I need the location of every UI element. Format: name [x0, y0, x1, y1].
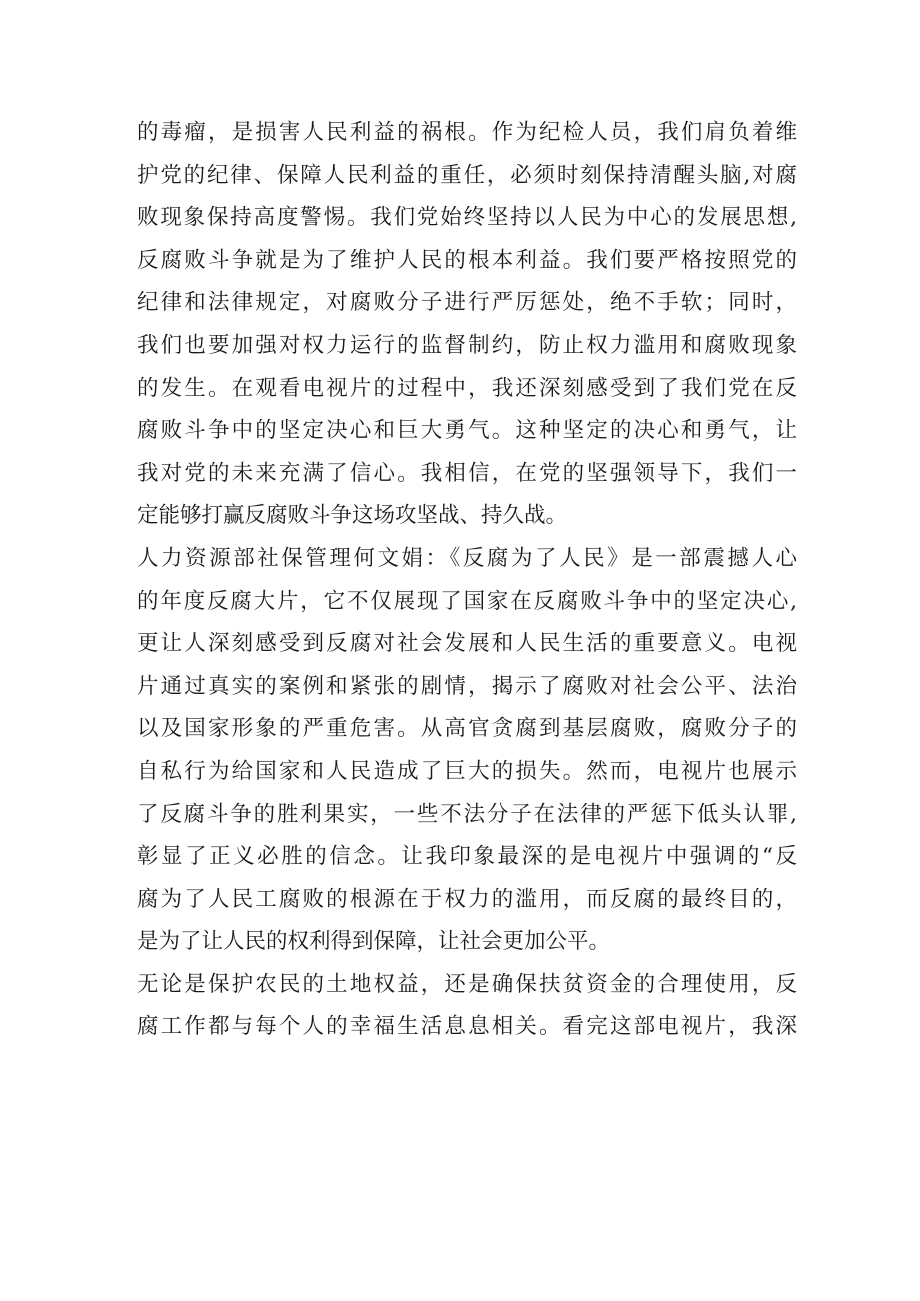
text-line: 更让人深刻感受到反腐对社会发展和人民生活的重要意义。电视 [137, 631, 797, 657]
text-line: 了反腐斗争的胜利果实，一些不法分子在法律的严惩下低头认罪, [137, 801, 797, 827]
text-line: 腐工作都与每个人的幸福生活息息相关。看完这部电视片，我深 [137, 1014, 797, 1040]
text-line: 反腐败斗争就是为了维护人民的根本利益。我们要严格按照党的 [137, 247, 797, 273]
paragraph-end-line: 定能够打赢反腐败斗争这场攻坚战、持久战。 [137, 503, 568, 529]
text-line: 无论是保护农民的土地权益，还是确保扶贫资金的合理使用，反 [137, 971, 797, 997]
text-line: 败现象保持高度警惕。我们党始终坚持以人民为中心的发展思想, [137, 205, 797, 231]
text-line: 自私行为给国家和人民造成了巨大的损失。然而，电视片也展示 [137, 758, 797, 784]
text-line: 以及国家形象的严重危害。从高官贪腐到基层腐败，腐败分子的 [137, 716, 797, 742]
text-line: 腐败斗争中的坚定决心和巨大勇气。这种坚定的决心和勇气，让 [137, 418, 797, 444]
text-line: 腐为了人民工腐败的根源在于权力的滥用，而反腐的最终目的， [137, 886, 797, 912]
text-line: 我对党的未来充满了信心。我相信，在党的坚强领导下，我们一 [137, 460, 797, 486]
text-line: 的毒瘤，是损害人民利益的祸根。作为纪检人员，我们肩负着维 [137, 120, 797, 145]
text-line: 彰显了正义必胜的信念。让我印象最深的是电视片中强调的“反 [137, 844, 797, 870]
text-line: 片通过真实的案例和紧张的剧情，揭示了腐败对社会公平、法治 [137, 673, 797, 699]
text-line: 人力资源部社保管理何文娟：《反腐为了人民》是一部震撼人心 [137, 545, 797, 571]
text-line: 我们也要加强对权力运行的监督制约，防止权力滥用和腐败现象 [137, 332, 797, 358]
paragraph-end-line: 是为了让人民的权利得到保障，让社会更加公平。 [137, 929, 611, 955]
text-line: 的年度反腐大片，它不仅展现了国家在反腐败斗争中的坚定决心, [137, 588, 797, 614]
text-line: 的发生。在观看电视片的过程中，我还深刻感受到了我们党在反 [137, 375, 797, 401]
text-line: 纪律和法律规定，对腐败分子进行严厉惩处，绝不手软；同时， [137, 290, 797, 316]
body-text [137, 112, 797, 1049]
text-line: 护党的纪律、保障人民利益的重任，必须时刻保持清醒头脑,对腐 [137, 162, 797, 188]
